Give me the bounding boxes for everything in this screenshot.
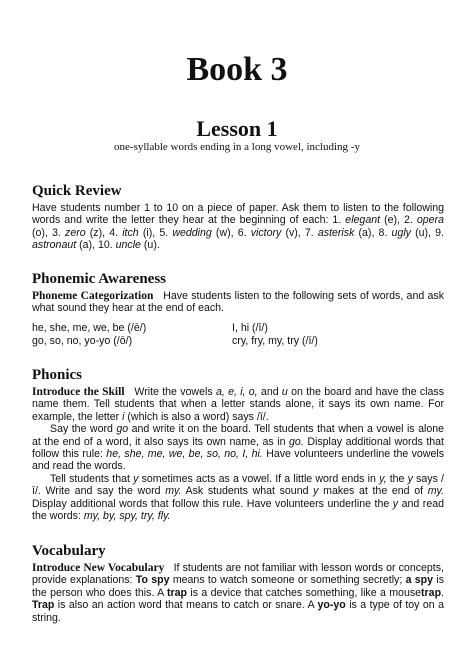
vocabulary-paragraph xyxy=(32,562,444,624)
example-word: he, she, me, we, be, so, no, I, hi. xyxy=(106,448,263,461)
phonics-paragraph-2 xyxy=(32,423,444,473)
text-run: and write it on the board. Tell students that when a vowel is alone at the end of a word, it also says its own name, as in xyxy=(32,423,444,448)
example-word: y xyxy=(133,472,139,485)
text-run: the xyxy=(386,472,408,485)
phonemic-awareness-text xyxy=(32,290,444,315)
vocab-term: yo-yo xyxy=(317,599,346,612)
phoneme-word-list xyxy=(32,322,444,348)
word-set: I, hi (/ī/) xyxy=(232,322,268,334)
text-run: If students are not familiar with lesson words or concepts, provide explanations: xyxy=(32,562,444,587)
example-word: elegant xyxy=(345,214,381,227)
text-run: . xyxy=(441,586,444,599)
text-run: (a), 8. xyxy=(354,226,392,239)
vocab-term: Trap xyxy=(32,599,55,612)
text-run: on the board and have the class name them. Tell students that when a letter stands alone, it says its own name. For example, the letter xyxy=(32,386,445,423)
text-run: is the person who does this. A xyxy=(32,574,445,599)
quick-review-text xyxy=(32,202,444,252)
text-run: (a), 10. xyxy=(76,239,116,252)
introduce-skill-subhead: Introduce the Skill xyxy=(32,386,125,398)
phonics-text xyxy=(32,386,444,522)
phonics-heading: Phonics xyxy=(32,367,83,383)
example-word: my. xyxy=(165,485,182,498)
text-run: (u), 9. xyxy=(410,226,444,239)
phonics-paragraph-1 xyxy=(32,386,444,423)
example-word: y xyxy=(392,497,399,510)
example-word: y xyxy=(313,485,319,498)
lesson-subtitle: one-syllable words ending in a long vowel, including -y xyxy=(114,141,360,153)
example-word: zero xyxy=(65,226,86,239)
vocab-term: a spy xyxy=(405,574,434,587)
text-run: Say the word xyxy=(50,423,117,436)
vocab-term: trap xyxy=(167,586,188,599)
text-run: (z), 4. xyxy=(85,226,123,239)
phonics-paragraph-3 xyxy=(32,473,444,523)
text-run: Display additional words that follow this rule: xyxy=(32,435,444,461)
word-set: cry, fry, my, try (/ī/) xyxy=(232,335,318,347)
example-word: opera xyxy=(416,214,444,227)
example-word: victory xyxy=(250,226,282,239)
text-run: Display additional words that follow this rule. Have volunteers underline the xyxy=(32,497,393,510)
example-word: y xyxy=(407,472,413,485)
example-word: y, xyxy=(379,472,387,485)
example-word: asterisk xyxy=(317,226,355,239)
word-row xyxy=(32,322,444,335)
text-run: (o), 3. xyxy=(32,226,66,239)
text-run: Have students listen to the following sets of words, and ask what sound they hear at the end of each. xyxy=(32,290,444,315)
word-set: go, so, no, yo-yo (/ō/) xyxy=(32,335,133,347)
text-run: is a device that catches something, like a mouse xyxy=(187,586,422,599)
text-run: Ask students what sound xyxy=(181,485,314,498)
quick-review-paragraph xyxy=(32,202,444,252)
example-word: i xyxy=(122,410,125,423)
example-word: go xyxy=(116,423,129,436)
text-run: (w), 6. xyxy=(211,226,251,239)
text-run: makes at the end of xyxy=(318,485,428,498)
example-word: my, by, spy, try, fly. xyxy=(83,510,171,523)
text-run: and xyxy=(257,386,282,398)
text-run: Have volunteers underline the vowels and read the words. xyxy=(32,448,444,473)
lesson-title: Lesson 1 xyxy=(196,116,278,141)
text-run: means to watch someone or something secretly; xyxy=(169,574,406,587)
word-set: he, she, me, we, be (/ē/) xyxy=(32,322,147,334)
example-word: uncle xyxy=(115,239,141,252)
text-run: says /ī/. Write and say the word xyxy=(32,472,444,498)
introduce-vocabulary-subhead: Introduce New Vocabulary xyxy=(32,562,165,574)
example-word: a, e, i, o, xyxy=(215,386,258,398)
example-word: wedding xyxy=(172,226,212,239)
phonemic-awareness-paragraph xyxy=(32,290,444,315)
example-word: itch xyxy=(122,226,139,239)
text-run: (u). xyxy=(140,239,160,252)
text-run: (which is also a word) says /ī/. xyxy=(124,410,269,423)
text-run: Write the vowels xyxy=(134,386,216,398)
example-word: astronaut xyxy=(32,239,77,252)
book-title: Book 3 xyxy=(186,51,288,88)
text-run: (i), 5. xyxy=(138,226,173,239)
phoneme-categorization-subhead: Phoneme Categorization xyxy=(32,290,154,302)
example-word: my. xyxy=(427,485,444,498)
text-run: Have students number 1 to 10 on a piece of paper. Ask them to listen to the following words and write the letter they hear at the beginning of each: 1. xyxy=(32,202,444,227)
text-run: Tell students that xyxy=(50,472,134,485)
phonemic-awareness-heading: Phonemic Awareness xyxy=(32,271,167,287)
vocabulary-heading: Vocabulary xyxy=(32,543,106,559)
example-word: u xyxy=(281,386,288,398)
vocab-term: trap xyxy=(421,586,442,599)
word-row xyxy=(32,335,444,348)
text-run: and read the words: xyxy=(32,497,445,523)
text-run: is a type of toy on a string. xyxy=(32,599,445,624)
text-run: (v), 7. xyxy=(281,226,318,239)
example-word: ugly xyxy=(391,226,411,239)
text-run: is also an action word that means to catch or snare. A xyxy=(54,599,318,612)
vocab-term: To spy xyxy=(135,574,170,587)
quick-review-heading: Quick Review xyxy=(32,183,122,199)
text-run: sometimes acts as a vowel. If a little word ends in xyxy=(138,472,380,485)
text-run: (e), 2. xyxy=(380,214,417,227)
vocabulary-text xyxy=(32,562,444,624)
example-word: go. xyxy=(289,435,304,448)
